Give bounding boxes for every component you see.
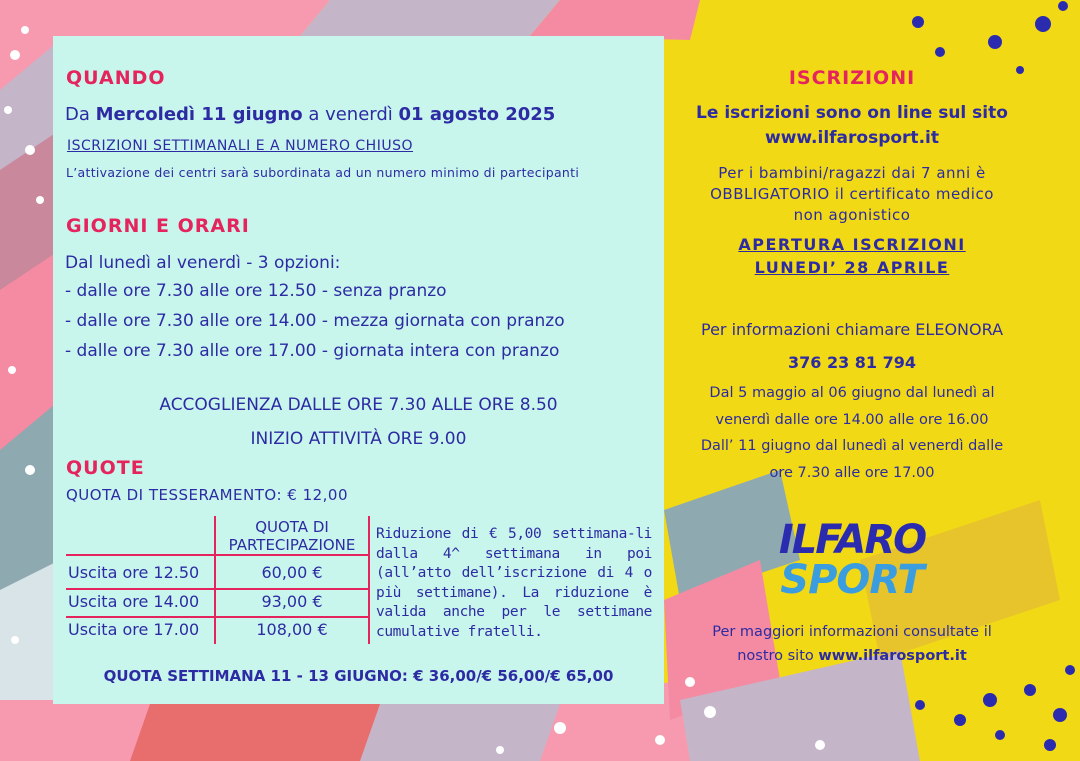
row-2-label: Uscita ore 14.00	[68, 592, 200, 611]
more-info-line2	[664, 644, 1040, 668]
table-header-line1: QUOTA DI	[255, 518, 329, 536]
table-header-line2: PARTECIPAZIONE	[228, 536, 356, 554]
online-line2: www.ilfarosport.it	[765, 128, 939, 148]
info-contact: Per informazioni chiamare ELEONORA	[700, 320, 1004, 339]
phone-number: 376 23 81 794	[787, 353, 917, 372]
hours-1-line1: Dal 5 maggio al 06 giugno dal lunedì al	[709, 385, 995, 401]
table-header	[216, 518, 368, 554]
opening-line1: APERTURA ISCRIZIONI	[738, 235, 966, 254]
opening-date	[664, 233, 1040, 279]
weekly-note: ISCRIZIONI SETTIMANALI E A NUMERO CHIUSO	[67, 138, 413, 154]
option-2: - dalle ore 7.30 alle ore 14.00 - mezza giornata con pranzo	[65, 311, 565, 331]
date-prefix: Da	[65, 104, 96, 125]
logo-line2: SPORT	[780, 557, 924, 603]
online-line1: Le iscrizioni sono on line sul sito	[696, 103, 1008, 123]
medical-line2: OBBLIGATORIO il certificato medico	[710, 185, 994, 203]
hours-1-line2: venerdì dalle ore 14.00 alle ore 16.00	[715, 412, 989, 428]
row-2-price: 93,00 €	[261, 592, 323, 611]
row-1-price: 60,00 €	[261, 563, 323, 582]
welcome-time: ACCOGLIENZA DALLE ORE 7.30 ALLE ORE 8.50	[159, 395, 558, 415]
activation-note: L’attivazione dei centri sarà subordinata ad un numero minimo di partecipanti	[66, 165, 580, 180]
hours-2-line2: ore 7.30 alle ore 17.00	[769, 465, 935, 481]
registration-column	[664, 0, 1040, 761]
date-mid: a venerdì	[302, 104, 399, 125]
quando-heading: QUANDO	[66, 67, 166, 89]
option-3: - dalle ore 7.30 alle ore 17.00 - giornata intera con pranzo	[65, 341, 560, 361]
date-end: 01 agosto 2025	[398, 104, 556, 125]
hours-2	[664, 433, 1040, 487]
medical-line1: Per i bambini/ragazzi dai 7 anni è	[718, 164, 986, 182]
website-link[interactable]: www.ilfarosport.it	[818, 648, 967, 664]
option-1: - dalle ore 7.30 alle ore 12.50 - senza pranzo	[65, 281, 447, 301]
membership-fee: QUOTA DI TESSERAMENTO: € 12,00	[66, 486, 349, 504]
more-info-prefix: nostro sito	[737, 648, 819, 664]
start-time: INIZIO ATTIVITÀ ORE 9.00	[250, 429, 467, 449]
row-3-price: 108,00 €	[256, 620, 328, 639]
more-info-line1: Per maggiori informazioni consultate il	[712, 624, 992, 640]
more-info	[664, 620, 1040, 668]
row-1-label: Uscita ore 12.50	[68, 563, 200, 582]
hours-1	[664, 380, 1040, 434]
row-3-label: Uscita ore 17.00	[68, 620, 200, 639]
medical-note	[664, 163, 1040, 226]
opening-line2: LUNEDI’ 28 APRILE	[754, 258, 950, 277]
week-price: QUOTA SETTIMANA 11 - 13 GIUGNO: € 36,00/€ 56,00/€ 65,00	[103, 667, 614, 685]
info-panel	[53, 36, 664, 704]
date-range	[65, 104, 555, 125]
date-start: Mercoledì 11 giugno	[95, 104, 303, 125]
hours-2-line1: Dall’ 11 giugno dal lunedì al venerdì dalle	[700, 438, 1004, 454]
iscrizioni-heading: ISCRIZIONI	[788, 67, 916, 89]
logo-line1: ILFARO	[778, 517, 926, 563]
medical-line3: non agonistico	[793, 206, 911, 224]
giorni-intro: Dal lunedì al venerdì - 3 opzioni:	[65, 253, 341, 273]
giorni-heading: GIORNI E ORARI	[66, 215, 250, 237]
quote-heading: QUOTE	[66, 457, 145, 479]
ilfaro-logo	[664, 517, 1040, 603]
reduction-note: Riduzione di € 5,00 settimana-li dalla 4^ settimana in poi (all’atto dell’iscrizione di 4 o più settimane). La riduzione è valida anche per le settimane cumulative fratelli.	[376, 526, 652, 640]
